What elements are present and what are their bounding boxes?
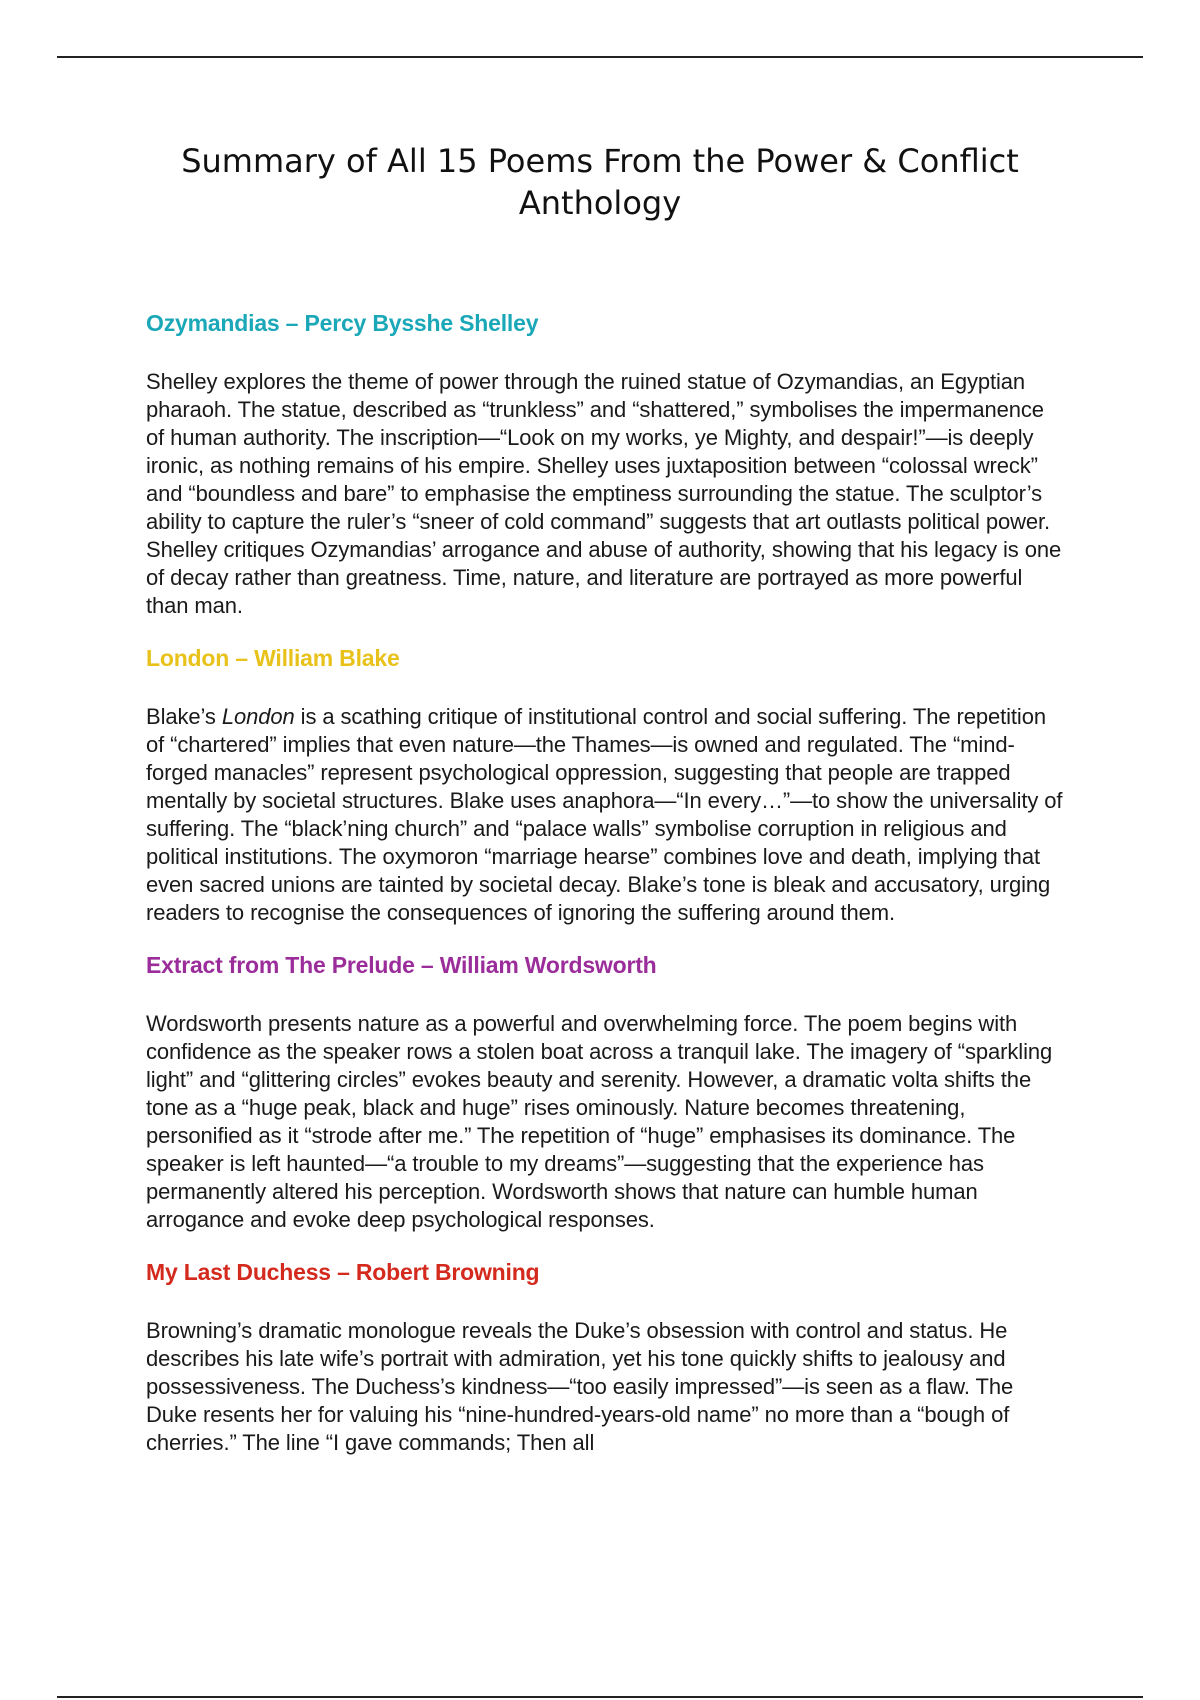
section-body-prelude: Wordsworth presents nature as a powerful and overwhelming force. The poem begins with confidence as the speaker rows a stolen boat across a tranquil lake. The imagery of “sparkling light” and “glittering circles” evokes beauty and serenity. However, a dramatic volta shifts the tone as a “huge peak, black and huge” rises ominously. Nature becomes threatening, personified as it “strode after me.” The repetition of “huge” emphasises its dominance. The speaker is left haunted—“a trouble to my dreams”—suggesting that the experience has permanently altered his perception. Wordsworth shows that nature can humble human arrogance and evoke deep psychological responses. [146, 1011, 1053, 1232]
section-london [146, 643, 1066, 927]
bottom-rule [57, 1696, 1143, 1698]
document-body [146, 308, 1066, 1480]
section-ozymandias [146, 308, 1066, 620]
section-heading-duchess: My Last Duchess – Robert Browning [146, 1259, 540, 1285]
page-title: Summary of All 15 Poems From the Power & Conflict Anthology [181, 142, 1019, 222]
section-duchess [146, 1257, 1066, 1457]
section-heading-ozymandias: Ozymandias – Percy Bysshe Shelley [146, 310, 539, 336]
section-body-london [146, 703, 1066, 927]
london-body-rest: is a scathing critique of institutional control and social suffering. The repetition of “chartered” implies that even nature—the Thames—is owned and regulated. The “mind-forged manacles” represent psychological oppression, suggesting that people are trapped mentally by societal structures. Blake uses anaphora—“In every…”—to show the universality of suffering. The “black’ning church” and “palace walls” symbolise corruption in religious and political institutions. The oxymoron “marriage hearse” combines love and death, implying that even sacred unions are tainted by societal decay. Blake’s tone is bleak and accusatory, urging readers to recognise the consequences of ignoring the suffering around them. [146, 704, 1063, 925]
section-heading-prelude: Extract from The Prelude – William Wordsworth [146, 952, 657, 978]
section-body-ozymandias: Shelley explores the theme of power through the ruined statue of Ozymandias, an Egyptian pharaoh. The statue, described as “trunkless” and “shattered,” symbolises the impermanence of human authority. The inscription—“Look on my works, ye Mighty, and despair!”—is deeply ironic, as nothing remains of his empire. Shelley uses juxtaposition between “colossal wreck” and “boundless and bare” to emphasise the emptiness surrounding the statue. The sculptor’s ability to capture the ruler’s “sneer of cold command” suggests that art outlasts political power. Shelley critiques Ozymandias’ arrogance and abuse of authority, showing that his legacy is one of decay rather than greatness. Time, nature, and literature are portrayed as more powerful than man. [146, 369, 1062, 618]
top-rule [57, 56, 1143, 58]
section-body-duchess: Browning’s dramatic monologue reveals the Duke’s obsession with control and status. He describes his late wife’s portrait with admiration, yet his tone quickly shifts to jealousy and possessiveness. The Duchess’s kindness—“too easily impressed”—is seen as a flaw. The Duke resents her for valuing his “nine-hundred-years-old name” no more than a “bough of cherries.” The line “I gave commands; Then all [146, 1318, 1014, 1455]
section-prelude [146, 950, 1066, 1234]
london-body-start: Blake’s [146, 704, 222, 729]
london-title-italic: London [221, 704, 295, 729]
section-heading-london: London – William Blake [146, 645, 400, 671]
